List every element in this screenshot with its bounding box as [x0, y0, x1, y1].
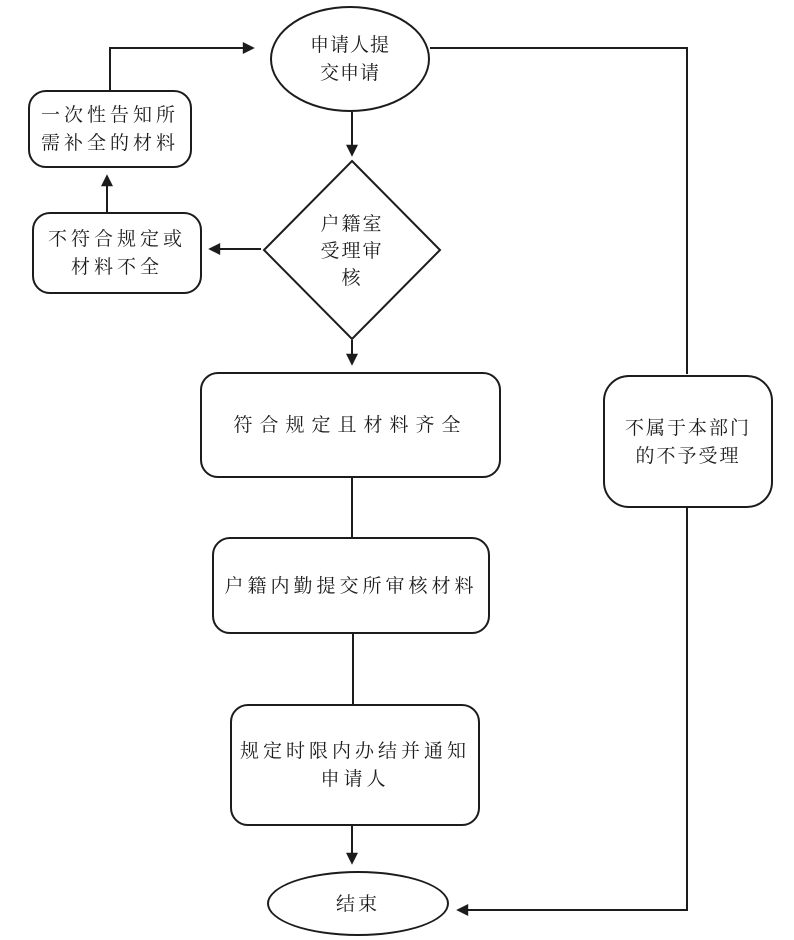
node-end-line-1: 结束 [335, 892, 380, 915]
node-decision-review-label [292, 208, 412, 294]
node-not-this-department [603, 375, 773, 508]
node-complete-line-1: 规定时限内办结并通知 [239, 740, 470, 762]
node-not-compliant-or-incomplete [32, 212, 202, 294]
node-complete-within-time-limit [230, 704, 480, 826]
node-start-submit-application [270, 6, 430, 112]
node-compliant-materials-complete [200, 372, 501, 478]
node-start-line-2: 交申请 [319, 62, 380, 84]
node-decision-line-3: 核 [341, 266, 363, 289]
connector-notify-to-start [110, 48, 253, 90]
node-notaccepted-line-2: 的不予受理 [635, 444, 741, 467]
node-notaccepted-line-1: 不属于本部门 [624, 416, 751, 439]
connector-start-to-notaccepted [430, 48, 687, 374]
node-end [267, 871, 449, 936]
node-reject-line-2: 材料不全 [70, 256, 163, 278]
node-notify-missing-materials [28, 90, 192, 168]
node-clerk-submits-materials [212, 537, 490, 634]
node-notify-line-1: 一次性告知所 [40, 104, 179, 126]
node-decision-line-1: 户籍室 [320, 212, 384, 235]
node-notify-line-2: 需补全的材料 [40, 132, 179, 154]
node-start-line-1: 申请人提 [309, 34, 390, 56]
node-reject-line-1: 不符合规定或 [47, 228, 186, 250]
connector-notaccepted-to-end [458, 508, 687, 910]
node-submit-line-1: 户籍内勤提交所审核材料 [224, 574, 478, 597]
node-compliant-line-1: 符合规定且材料齐全 [233, 414, 468, 436]
node-decision-line-2: 受理审 [320, 239, 384, 262]
node-complete-line-2: 申请人 [320, 768, 390, 790]
